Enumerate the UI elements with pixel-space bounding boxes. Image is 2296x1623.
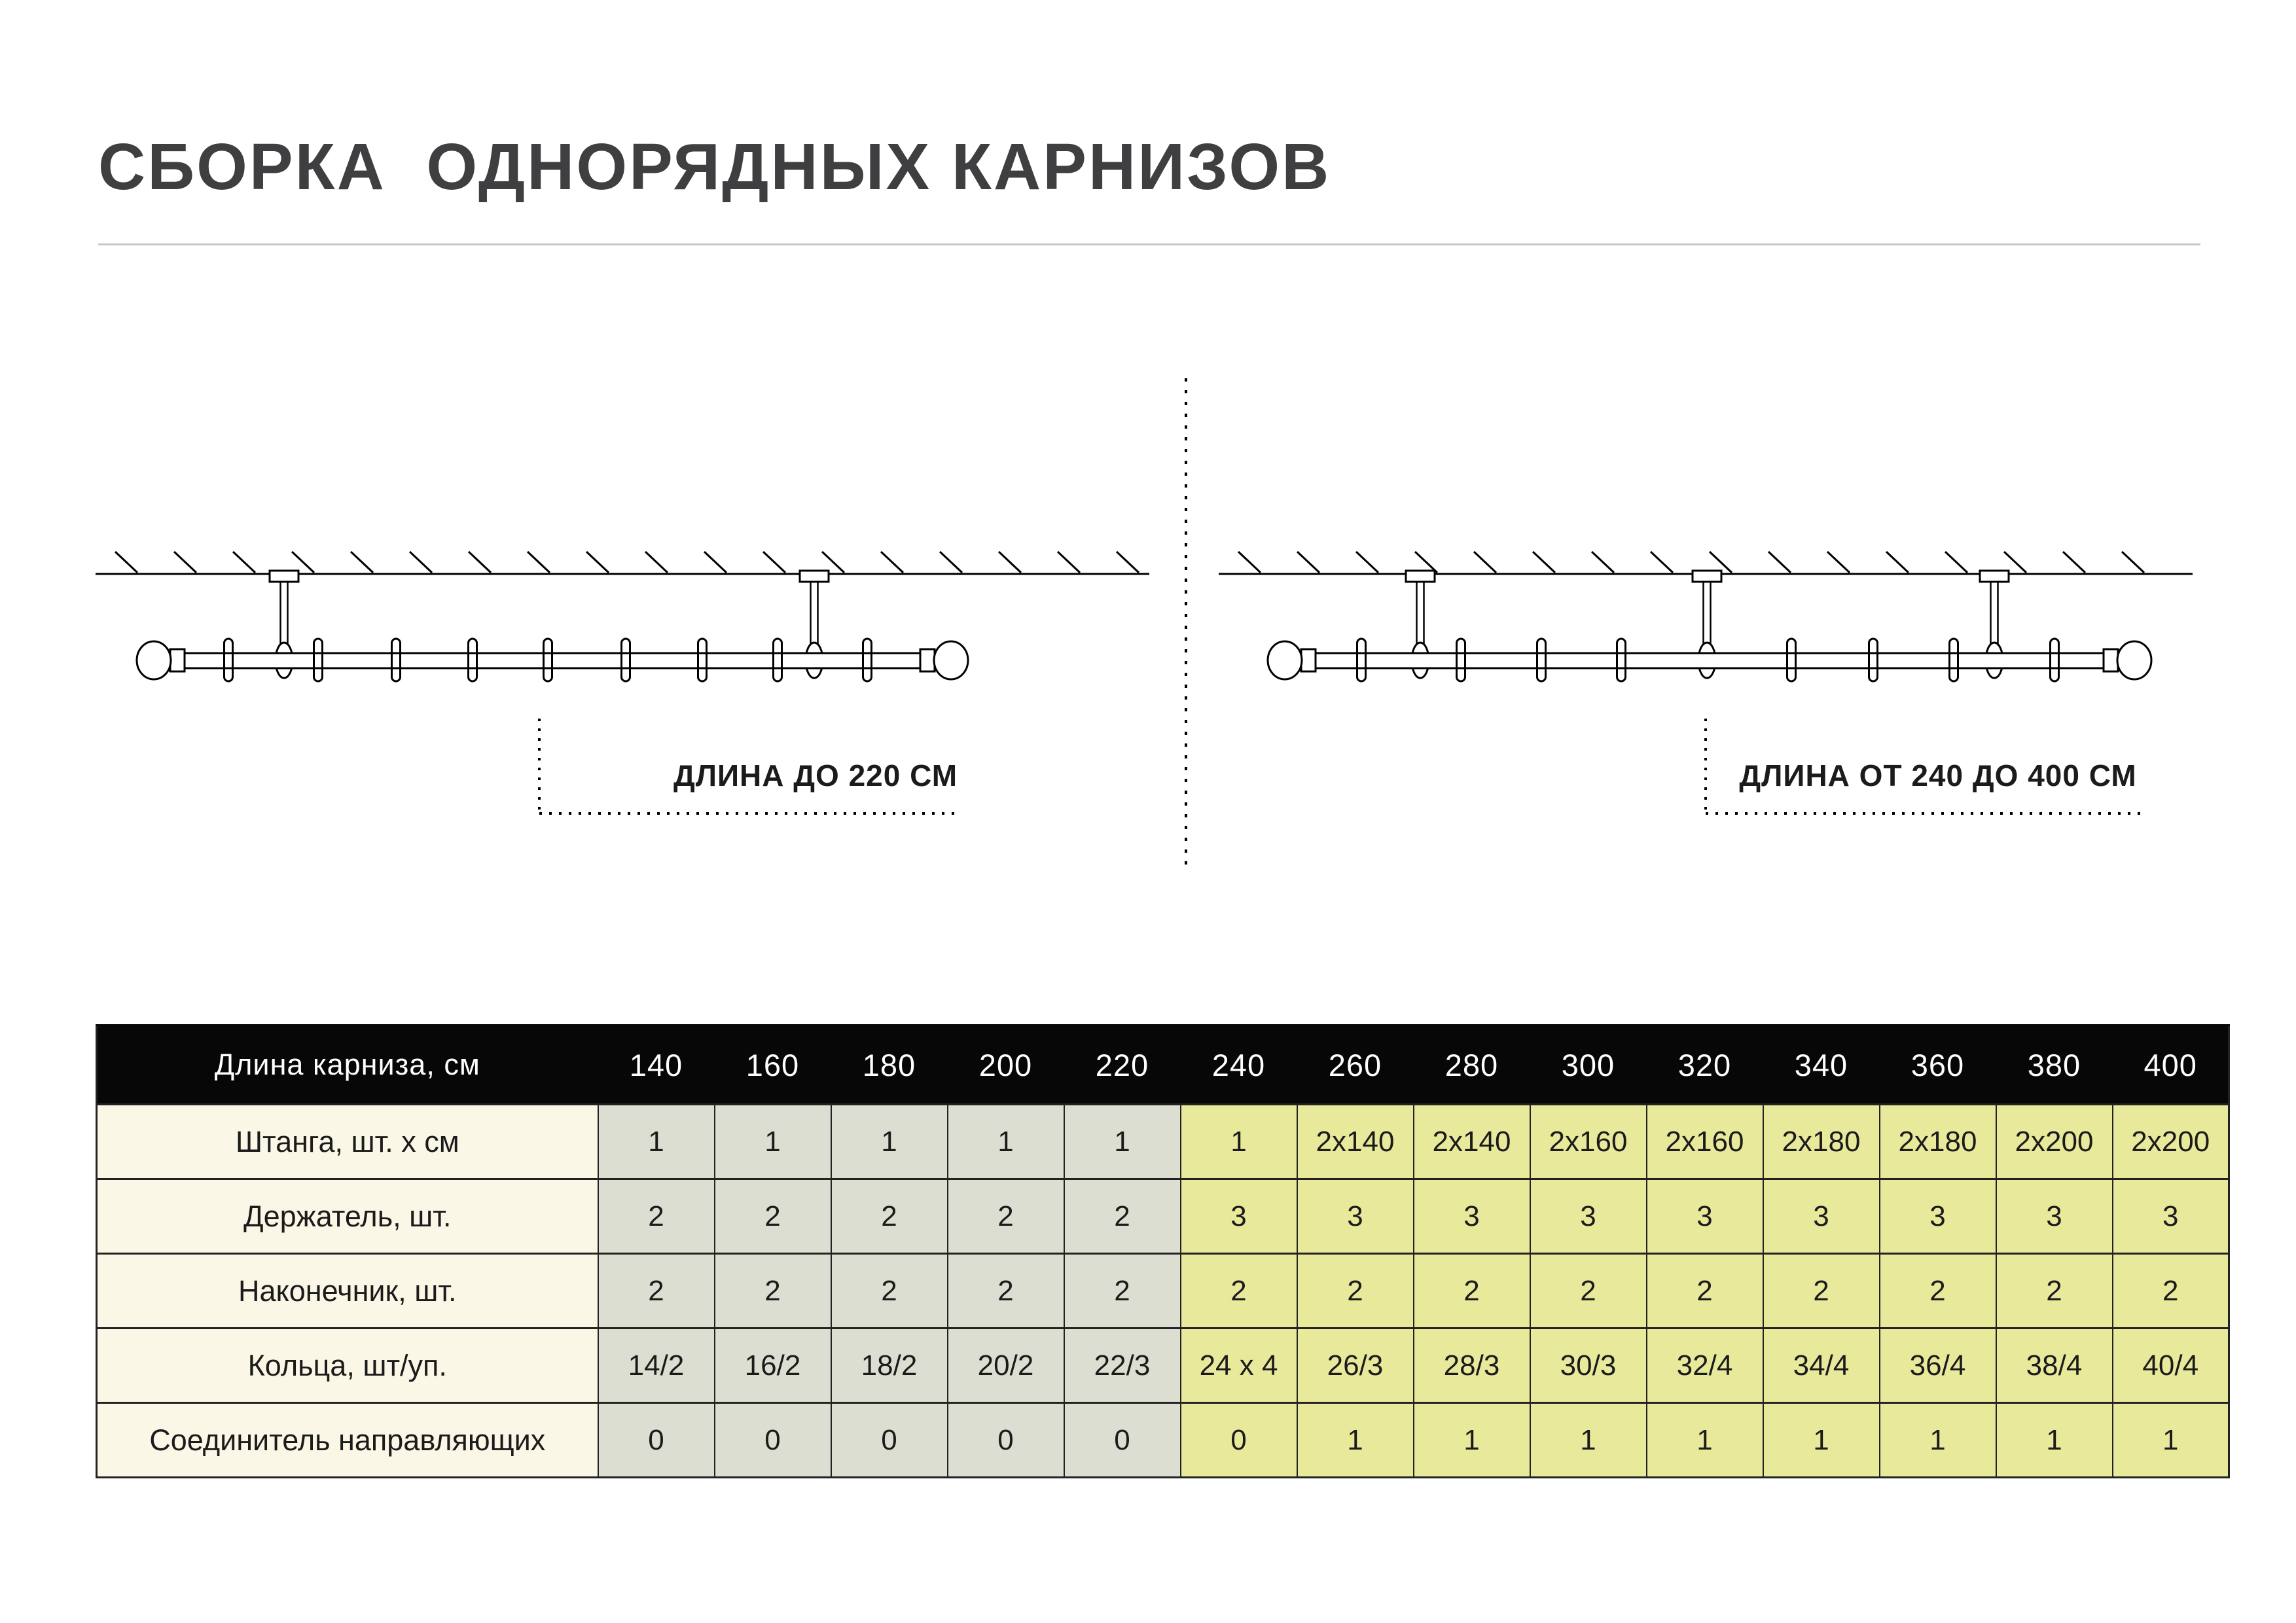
column-header-400: 400 — [2113, 1026, 2229, 1105]
cell-300: 2х160 — [1530, 1105, 1647, 1179]
cell-360: 36/4 — [1880, 1329, 1996, 1403]
diagram-caption-left: ДЛИНА ДО 220 СМ — [673, 758, 958, 793]
cell-360: 3 — [1880, 1179, 1996, 1254]
cell-220: 1 — [1064, 1105, 1181, 1179]
column-header-360: 360 — [1880, 1026, 1996, 1105]
column-header-300: 300 — [1530, 1026, 1647, 1105]
cell-300: 1 — [1530, 1403, 1647, 1478]
cell-320: 2х160 — [1647, 1105, 1763, 1179]
cell-180: 0 — [831, 1403, 948, 1478]
cell-240: 3 — [1181, 1179, 1297, 1254]
cell-300: 2 — [1530, 1254, 1647, 1329]
cell-400: 1 — [2113, 1403, 2229, 1478]
cell-240: 2 — [1181, 1254, 1297, 1329]
row-label: Держатель, шт. — [97, 1179, 598, 1254]
column-header-200: 200 — [948, 1026, 1064, 1105]
cell-180: 2 — [831, 1254, 948, 1329]
finial-neck — [2104, 649, 2118, 671]
row-label: Штанга, шт. х см — [97, 1105, 598, 1179]
cell-220: 2 — [1064, 1254, 1181, 1329]
finial-neck — [920, 649, 935, 671]
cell-160: 2 — [715, 1179, 831, 1254]
table-row-2 — [97, 1254, 2229, 1329]
cell-260: 3 — [1297, 1179, 1414, 1254]
cell-280: 3 — [1414, 1179, 1530, 1254]
column-header-380: 380 — [1996, 1026, 2113, 1105]
cell-380: 2х200 — [1996, 1105, 2113, 1179]
cell-320: 1 — [1647, 1403, 1763, 1478]
bracket-stem — [1704, 582, 1711, 646]
cornice-diagram-left — [96, 552, 1149, 813]
cell-300: 30/3 — [1530, 1329, 1647, 1403]
cell-180: 2 — [831, 1179, 948, 1254]
cell-160: 1 — [715, 1105, 831, 1179]
cell-340: 2 — [1763, 1254, 1880, 1329]
cell-200: 0 — [948, 1403, 1064, 1478]
cell-360: 2х180 — [1880, 1105, 1996, 1179]
cell-200: 1 — [948, 1105, 1064, 1179]
cell-400: 2 — [2113, 1254, 2229, 1329]
cell-360: 2 — [1880, 1254, 1996, 1329]
cell-380: 3 — [1996, 1179, 2113, 1254]
cell-300: 3 — [1530, 1179, 1647, 1254]
cell-400: 2х200 — [2113, 1105, 2229, 1179]
ceiling-hatch — [1238, 552, 2144, 573]
column-header-220: 220 — [1064, 1026, 1181, 1105]
bracket-cap — [1980, 571, 2009, 582]
cell-280: 2х140 — [1414, 1105, 1530, 1179]
column-header-260: 260 — [1297, 1026, 1414, 1105]
column-header-280: 280 — [1414, 1026, 1530, 1105]
finial-ball — [1268, 641, 1302, 679]
table-row-0 — [97, 1105, 2229, 1179]
finial-ball — [2117, 641, 2151, 679]
finial-ball — [934, 641, 968, 679]
cell-260: 26/3 — [1297, 1329, 1414, 1403]
cell-260: 2х140 — [1297, 1105, 1414, 1179]
cell-200: 2 — [948, 1179, 1064, 1254]
column-header-160: 160 — [715, 1026, 831, 1105]
cell-380: 1 — [1996, 1403, 2113, 1478]
cell-280: 1 — [1414, 1403, 1530, 1478]
cell-220: 22/3 — [1064, 1329, 1181, 1403]
cell-180: 18/2 — [831, 1329, 948, 1403]
row-label: Кольца, шт/уп. — [97, 1329, 598, 1403]
cell-340: 1 — [1763, 1403, 1880, 1478]
bracket-stem — [1991, 582, 1998, 646]
table-row-4 — [97, 1403, 2229, 1478]
cell-380: 38/4 — [1996, 1329, 2113, 1403]
row-label: Соединитель направляющих — [97, 1403, 598, 1478]
diagram-caption-right: ДЛИНА ОТ 240 ДО 400 СМ — [1739, 758, 2137, 793]
cell-220: 2 — [1064, 1179, 1181, 1254]
column-header-320: 320 — [1647, 1026, 1763, 1105]
cell-140: 2 — [598, 1179, 715, 1254]
row-label: Наконечник, шт. — [97, 1254, 598, 1329]
cell-320: 32/4 — [1647, 1329, 1763, 1403]
bracket-cap — [1693, 571, 1721, 582]
finial-neck — [170, 649, 185, 671]
column-header-240: 240 — [1181, 1026, 1297, 1105]
cell-320: 2 — [1647, 1254, 1763, 1329]
cell-380: 2 — [1996, 1254, 2113, 1329]
cell-280: 28/3 — [1414, 1329, 1530, 1403]
table-row-1 — [97, 1179, 2229, 1254]
cell-160: 16/2 — [715, 1329, 831, 1403]
cell-140: 2 — [598, 1254, 715, 1329]
cell-140: 14/2 — [598, 1329, 715, 1403]
assembly-parts-table — [96, 1024, 2230, 1478]
ceiling-hatch — [115, 552, 1139, 573]
cell-180: 1 — [831, 1105, 948, 1179]
cell-220: 0 — [1064, 1403, 1181, 1478]
cell-340: 3 — [1763, 1179, 1880, 1254]
cell-400: 40/4 — [2113, 1329, 2229, 1403]
bracket-stem — [1417, 582, 1424, 646]
finial-ball — [137, 641, 171, 679]
cell-160: 0 — [715, 1403, 831, 1478]
cell-340: 2х180 — [1763, 1105, 1880, 1179]
cell-280: 2 — [1414, 1254, 1530, 1329]
cell-340: 34/4 — [1763, 1329, 1880, 1403]
cell-200: 20/2 — [948, 1329, 1064, 1403]
page-title: СБОРКА ОДНОРЯДНЫХ КАРНИЗОВ — [98, 130, 1331, 204]
column-header-340: 340 — [1763, 1026, 1880, 1105]
finial-neck — [1301, 649, 1316, 671]
cell-140: 1 — [598, 1105, 715, 1179]
table-row-3 — [97, 1329, 2229, 1403]
cell-140: 0 — [598, 1403, 715, 1478]
table-header-row — [97, 1026, 2229, 1105]
cell-160: 2 — [715, 1254, 831, 1329]
cell-240: 24 х 4 — [1181, 1329, 1297, 1403]
bracket-cap — [1406, 571, 1435, 582]
table-header-label: Длина карниза, см — [97, 1026, 598, 1105]
cell-240: 1 — [1181, 1105, 1297, 1179]
cell-260: 1 — [1297, 1403, 1414, 1478]
bracket-cap — [800, 571, 829, 582]
cell-320: 3 — [1647, 1179, 1763, 1254]
cell-360: 1 — [1880, 1403, 1996, 1478]
cell-400: 3 — [2113, 1179, 2229, 1254]
cell-200: 2 — [948, 1254, 1064, 1329]
column-header-140: 140 — [598, 1026, 715, 1105]
column-header-180: 180 — [831, 1026, 948, 1105]
cell-260: 2 — [1297, 1254, 1414, 1329]
bracket-stem — [811, 582, 818, 646]
cell-240: 0 — [1181, 1403, 1297, 1478]
bracket-cap — [270, 571, 298, 582]
bracket-stem — [281, 582, 288, 646]
